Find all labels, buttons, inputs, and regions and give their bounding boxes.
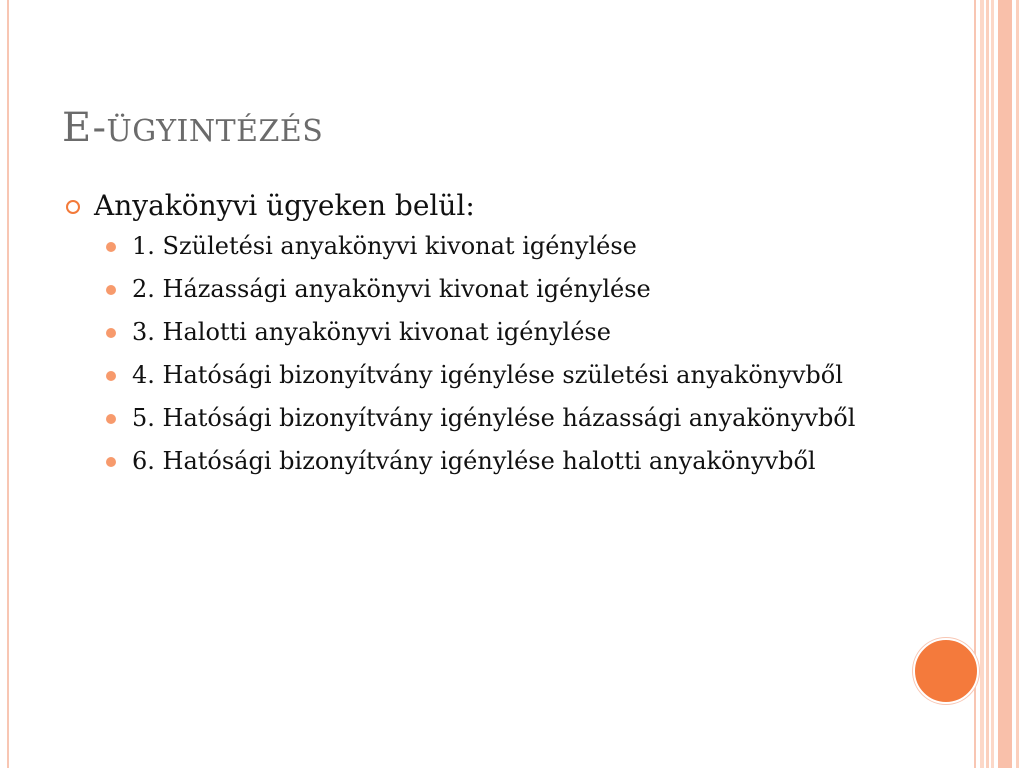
list-item <box>104 445 882 477</box>
dot-bullet-icon <box>106 414 116 424</box>
decorative-stripe <box>986 0 989 768</box>
decorative-stripe <box>991 0 994 768</box>
list-item <box>104 273 882 305</box>
dot-bullet-icon <box>106 328 116 338</box>
slide-title-rest: ÜGYINTÉZÉS <box>106 114 324 149</box>
dot-bullet-icon <box>106 371 116 381</box>
slide-title <box>62 105 323 151</box>
decorative-stripe <box>1016 0 1019 768</box>
slide-body <box>62 188 882 488</box>
main-bullet-text: Anyakönyvi ügyeken belül: <box>94 189 475 222</box>
decorative-stripe <box>998 0 1012 768</box>
list-item-text: 4. Hatósági bizonyítvány igénylése születési anyakönyvből <box>132 361 843 389</box>
main-bullet-point <box>62 188 882 224</box>
list-item-text: 6. Hatósági bizonyítvány igénylése halotti anyakönyvből <box>132 447 816 475</box>
decorative-circle <box>913 638 979 704</box>
list-item-text: 3. Halotti anyakönyvi kivonat igénylése <box>132 318 611 346</box>
dot-bullet-icon <box>106 285 116 295</box>
dot-bullet-icon <box>106 242 116 252</box>
list-item-text: 1. Születési anyakönyvi kivonat igénylése <box>132 232 637 260</box>
decorative-stripe <box>980 0 984 768</box>
list-item-text: 2. Házassági anyakönyvi kivonat igénylése <box>132 275 651 303</box>
list-item-text: 5. Hatósági bizonyítvány igénylése házassági anyakönyvből <box>132 404 856 432</box>
ring-bullet-icon <box>66 200 80 214</box>
sub-bullet-list <box>62 230 882 477</box>
list-item <box>104 316 882 348</box>
dot-bullet-icon <box>106 457 116 467</box>
list-item <box>104 402 882 434</box>
list-item <box>104 359 882 391</box>
list-item <box>104 230 882 262</box>
slide-title-lead: E- <box>62 105 107 151</box>
